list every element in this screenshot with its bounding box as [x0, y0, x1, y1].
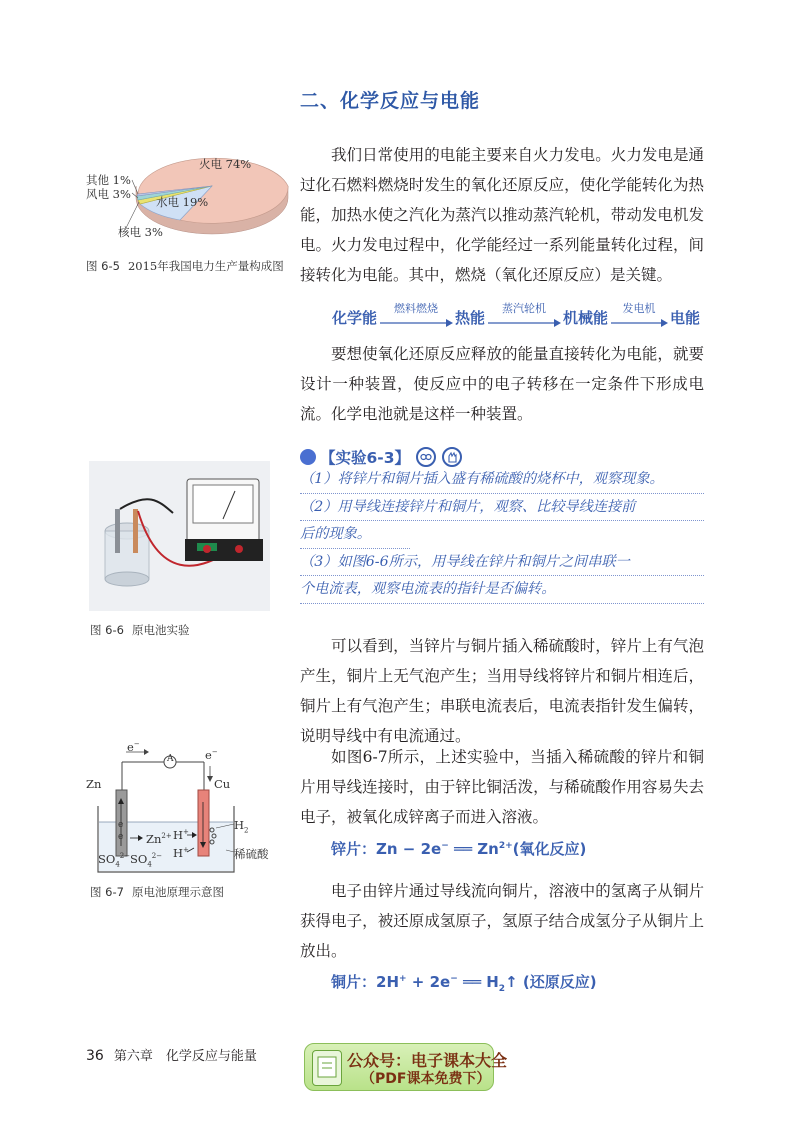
pie-label-thermal: 火电 74% — [199, 157, 252, 171]
label-text: SO — [98, 852, 116, 866]
flow-arrow-label: 发电机 — [622, 302, 656, 315]
paragraph-thermal-power — [300, 140, 704, 290]
flow-arrow-label: 蒸汽轮机 — [502, 302, 547, 315]
fig5-caption — [86, 258, 284, 274]
flow-node-mechanical: 机械能 — [563, 309, 609, 327]
book-logo-icon — [312, 1050, 342, 1086]
formula-part: ══ H — [457, 973, 499, 991]
fig7-label-e-right — [205, 748, 218, 762]
fig7-caption — [90, 884, 224, 900]
pie-label-hydro: 水电 19% — [156, 195, 209, 209]
label-sup: 2− — [151, 852, 163, 861]
arrow-icon — [486, 319, 562, 327]
paragraph-text: 电子由锌片通过导线流向铜片，溶液中的氢离子从铜片获得电子，被还原成氢原子，氢原子结合成氢分子从铜片上放出。 — [300, 882, 704, 960]
glove-icon — [442, 447, 462, 467]
pie-label-nuclear: 核电 3% — [118, 225, 163, 239]
section-title: 二、化学反应与电能 — [300, 90, 481, 112]
galvanic-cell-photo — [89, 461, 270, 611]
experiment-photo — [89, 461, 270, 611]
paragraph-mechanism — [300, 742, 704, 832]
goggles-icon — [416, 447, 436, 467]
formula-sub: 2 — [498, 984, 506, 994]
label-sub: 2 — [244, 826, 249, 835]
formula-note: ↑ (还原反应) — [505, 973, 597, 991]
banner-line2: （PDF课本免费下） — [361, 1071, 491, 1087]
label-sup: + — [183, 846, 189, 855]
label-sup: 2− — [119, 852, 131, 861]
experiment-heading — [300, 446, 462, 468]
label-text: H — [234, 818, 245, 832]
fig7-label-e-left — [127, 740, 140, 754]
label-sup: − — [211, 748, 218, 757]
fig7-caption-number: 图 6-7 — [90, 885, 124, 899]
experiment-step: 个电流表，观察电流表的指针是否偏转。 — [300, 576, 704, 604]
watermark-banner[interactable] — [304, 1043, 508, 1091]
bullet-dot-icon — [300, 449, 316, 465]
fig7-label-zn: Zn — [86, 777, 102, 791]
pie-label-wind: 风电 3% — [86, 187, 131, 201]
formula-sup: + — [399, 974, 407, 984]
flow-arrow-turbine — [486, 300, 562, 330]
flow-arrow-generator — [609, 300, 669, 330]
flow-node-chemical: 化学能 — [332, 309, 378, 327]
experiment-title: 【实验6-3】 — [320, 449, 411, 467]
fig6-caption — [90, 622, 189, 638]
formula-note: (氧化反应) — [512, 840, 587, 858]
formula-sup: − — [450, 974, 458, 984]
page-footer — [86, 1045, 257, 1064]
paragraph-observations — [300, 631, 704, 751]
paragraph-battery-intro — [300, 339, 704, 429]
flow-arrow-combustion — [378, 300, 454, 330]
label-sup: 2+ — [161, 832, 172, 841]
experiment-step: （1）将锌片和铜片插入盛有稀硫酸的烧杯中，观察现象。 — [300, 466, 704, 494]
paragraph-text: 如图6-7所示，上述实验中，当插入稀硫酸的锌片和铜片用导线连接时，由于锌比铜活泼，与稀硫酸作用容易失去电子，被氧化成锌离子而进入溶液。 — [300, 748, 704, 826]
label-text: e — [127, 740, 134, 754]
paragraph-text: 可以看到，当锌片与铜片插入稀硫酸时，锌片上有气泡产生，铜片上无气泡产生；当用导线将锌片和铜片相连后，铜片上有气泡产生；串联电流表后，电流表指针发生偏转，说明导线中有电流通过。 — [300, 637, 704, 745]
energy-flow — [332, 300, 712, 330]
flow-node-electric: 电能 — [670, 309, 701, 327]
experiment-step: （2）用导线连接锌片和铜片，观察、比较导线连接前 — [300, 494, 704, 522]
label-text: H — [173, 846, 184, 860]
label-text: SO — [130, 852, 148, 866]
fig7-label-plate-e1: e — [118, 820, 124, 830]
page-number: 36 — [86, 1048, 104, 1064]
label-sub: 4 — [115, 860, 120, 869]
banner-line1: 公众号：电子课本大全 — [347, 1051, 508, 1070]
label-text: e — [205, 748, 212, 762]
formula-sup: 2+ — [498, 841, 513, 851]
experiment-step: （3）如图6-6所示，用导线在锌片和铜片之间串联一 — [300, 549, 704, 577]
experiment-step: 后的现象。 — [300, 521, 410, 549]
fig7-label-cu: Cu — [214, 777, 231, 791]
pie-label-other: 其他 1% — [86, 173, 131, 187]
fig7-label-h2 — [234, 818, 249, 834]
fig7-label-so4-b — [130, 852, 162, 868]
fig7-label-ammeter: A — [167, 754, 174, 764]
fig7-label-h-bottom — [173, 846, 189, 860]
label-sup: + — [183, 828, 189, 837]
fig7-label-so4-a — [98, 852, 130, 868]
flow-arrow-label: 燃料燃烧 — [394, 302, 439, 315]
formula-part: + 2e — [406, 973, 451, 991]
fig5-caption-number: 图 6-5 — [86, 259, 120, 273]
fig6-caption-number: 图 6-6 — [90, 623, 124, 637]
label-text: Zn — [146, 832, 162, 846]
fig6-caption-text: 原电池实验 — [131, 623, 190, 637]
formula-label: 锌片： — [331, 840, 377, 858]
formula-sup: − — [441, 841, 449, 851]
fig7-label-zn2plus — [146, 832, 172, 846]
flow-node-heat: 热能 — [455, 309, 486, 327]
fig5-caption-text: 2015年我国电力生产量构成图 — [127, 259, 284, 273]
arrow-icon — [609, 319, 669, 327]
fig7-label-acid: 稀硫酸 — [234, 847, 269, 861]
arrow-icon — [378, 319, 454, 327]
formula-label: 铜片： — [331, 973, 377, 991]
paragraph-text: 要想使氧化还原反应释放的能量直接转化为电能，就要设计一种装置，使反应中的电子转移在一定条件下形成电流。化学电池就是这样一种装置。 — [300, 345, 704, 423]
fig7-label-h-top — [173, 828, 189, 842]
zinc-half-reaction — [331, 838, 586, 859]
experiment-steps — [300, 466, 704, 604]
label-sup: − — [133, 740, 140, 749]
copper-half-reaction — [331, 971, 597, 994]
formula-part: 2H — [376, 973, 400, 991]
chapter-title: 第六章 化学反应与能量 — [113, 1049, 257, 1064]
label-text: H — [173, 828, 184, 842]
paragraph-electron-flow — [300, 876, 704, 966]
formula-part: Zn − 2e — [376, 840, 442, 858]
label-sub: 4 — [147, 860, 152, 869]
fig7-label-plate-e2: e — [118, 832, 124, 842]
fig7-caption-text: 原电池原理示意图 — [131, 885, 224, 899]
formula-part: ══ Zn — [448, 840, 499, 858]
paragraph-text: 我们日常使用的电能主要来自火力发电。火力发电是通过化石燃料燃烧时发生的氧化还原反应，使化学能转化为热能，加热水使之汽化为蒸汽以推动蒸汽轮机，带动发电机发电。火力发电过程中，化学能经过一系列能量转化过程，间接转化为电能。其中，燃烧（氧化还原反应）是关键。 — [300, 146, 704, 284]
